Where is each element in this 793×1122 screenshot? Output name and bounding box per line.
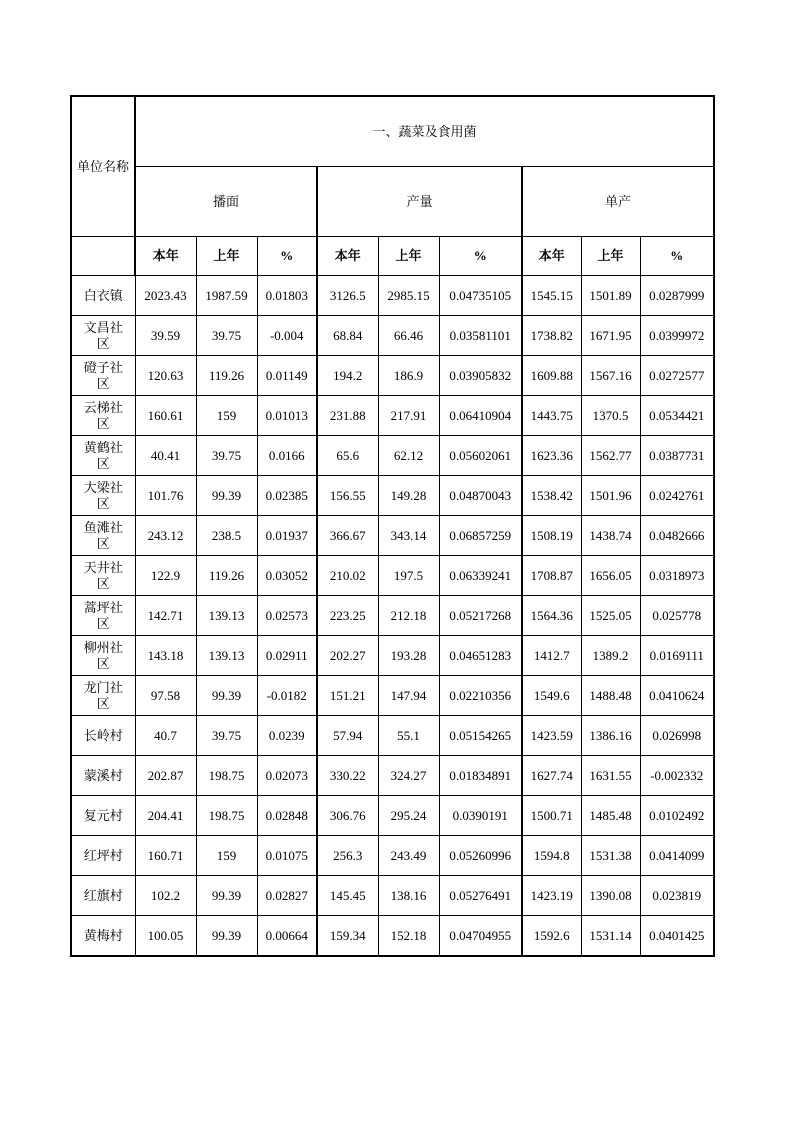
sub-header-row	[71, 237, 714, 276]
value-cell: 0.0318973	[640, 556, 714, 596]
table-header	[71, 96, 714, 276]
value-cell: 0.0414099	[640, 836, 714, 876]
sub-header-empty	[71, 237, 135, 276]
unit-name-cell: 黄梅村	[71, 916, 135, 957]
unit-name-cell: 文昌社区	[71, 316, 135, 356]
value-cell: 39.75	[196, 436, 257, 476]
value-cell: 1423.19	[522, 876, 581, 916]
value-cell: 243.49	[378, 836, 439, 876]
unit-name-cell: 龙门社区	[71, 676, 135, 716]
value-cell: 57.94	[317, 716, 378, 756]
table-row	[71, 676, 714, 716]
sub-header-last-year: 上年	[196, 237, 257, 276]
table-row	[71, 476, 714, 516]
value-cell: 0.06410904	[439, 396, 522, 436]
value-cell: 100.05	[135, 916, 196, 957]
value-cell: 0.02827	[257, 876, 317, 916]
value-cell: 306.76	[317, 796, 378, 836]
value-cell: 1627.74	[522, 756, 581, 796]
value-cell: 197.5	[378, 556, 439, 596]
value-cell: 1501.96	[581, 476, 640, 516]
value-cell: 142.71	[135, 596, 196, 636]
unit-name-cell: 红坪村	[71, 836, 135, 876]
unit-name-cell: 蒿坪社区	[71, 596, 135, 636]
group-header-row	[71, 167, 714, 237]
value-cell: 40.7	[135, 716, 196, 756]
value-cell: 1423.59	[522, 716, 581, 756]
table-row	[71, 356, 714, 396]
value-cell: 202.27	[317, 636, 378, 676]
sub-header-percent: %	[257, 237, 317, 276]
value-cell: -0.002332	[640, 756, 714, 796]
value-cell: 0.02073	[257, 756, 317, 796]
value-cell: 0.0166	[257, 436, 317, 476]
value-cell: 0.02210356	[439, 676, 522, 716]
value-cell: 1671.95	[581, 316, 640, 356]
value-cell: 324.27	[378, 756, 439, 796]
value-cell: 1545.15	[522, 276, 581, 316]
value-cell: 1508.19	[522, 516, 581, 556]
value-cell: 1438.74	[581, 516, 640, 556]
value-cell: 212.18	[378, 596, 439, 636]
value-cell: 0.01149	[257, 356, 317, 396]
value-cell: 0.01937	[257, 516, 317, 556]
value-cell: 0.05260996	[439, 836, 522, 876]
sub-header-last-year: 上年	[378, 237, 439, 276]
value-cell: 68.84	[317, 316, 378, 356]
value-cell: 39.59	[135, 316, 196, 356]
value-cell: 193.28	[378, 636, 439, 676]
value-cell: 0.04651283	[439, 636, 522, 676]
table-row	[71, 716, 714, 756]
value-cell: 1631.55	[581, 756, 640, 796]
value-cell: 1708.87	[522, 556, 581, 596]
value-cell: 186.9	[378, 356, 439, 396]
value-cell: 256.3	[317, 836, 378, 876]
value-cell: 3126.5	[317, 276, 378, 316]
value-cell: 0.0390191	[439, 796, 522, 836]
sub-header-this-year: 本年	[317, 237, 378, 276]
table-row	[71, 596, 714, 636]
table-row	[71, 756, 714, 796]
value-cell: 0.05217268	[439, 596, 522, 636]
value-cell: 0.0482666	[640, 516, 714, 556]
data-table	[70, 95, 715, 957]
value-cell: 0.01075	[257, 836, 317, 876]
table-row	[71, 516, 714, 556]
value-cell: 366.67	[317, 516, 378, 556]
value-cell: 0.02848	[257, 796, 317, 836]
value-cell: 1609.88	[522, 356, 581, 396]
value-cell: 1386.16	[581, 716, 640, 756]
value-cell: 152.18	[378, 916, 439, 957]
value-cell: 1412.7	[522, 636, 581, 676]
value-cell: 0.0410624	[640, 676, 714, 716]
value-cell: 194.2	[317, 356, 378, 396]
value-cell: 0.01803	[257, 276, 317, 316]
value-cell: 1592.6	[522, 916, 581, 957]
value-cell: 0.02911	[257, 636, 317, 676]
value-cell: 0.0399972	[640, 316, 714, 356]
value-cell: 231.88	[317, 396, 378, 436]
value-cell: 0.0102492	[640, 796, 714, 836]
value-cell: 1738.82	[522, 316, 581, 356]
value-cell: 147.94	[378, 676, 439, 716]
category-header: 一、蔬菜及食用菌	[135, 96, 714, 167]
value-cell: 1562.77	[581, 436, 640, 476]
table-row	[71, 876, 714, 916]
category-header-row	[71, 96, 714, 167]
value-cell: 143.18	[135, 636, 196, 676]
sub-header-this-year: 本年	[135, 237, 196, 276]
value-cell: 217.91	[378, 396, 439, 436]
value-cell: 0.03905832	[439, 356, 522, 396]
value-cell: 0.06339241	[439, 556, 522, 596]
unit-name-cell: 磴子社区	[71, 356, 135, 396]
unit-name-cell: 柳州社区	[71, 636, 135, 676]
value-cell: 1531.14	[581, 916, 640, 957]
value-cell: 99.39	[196, 876, 257, 916]
value-cell: 0.04735105	[439, 276, 522, 316]
value-cell: 120.63	[135, 356, 196, 396]
table-row	[71, 316, 714, 356]
value-cell: 156.55	[317, 476, 378, 516]
value-cell: 1501.89	[581, 276, 640, 316]
value-cell: 330.22	[317, 756, 378, 796]
value-cell: 1370.5	[581, 396, 640, 436]
value-cell: 102.2	[135, 876, 196, 916]
table-row	[71, 796, 714, 836]
table-body	[71, 276, 714, 957]
value-cell: 1500.71	[522, 796, 581, 836]
value-cell: 0.025778	[640, 596, 714, 636]
value-cell: -0.004	[257, 316, 317, 356]
value-cell: 1525.05	[581, 596, 640, 636]
value-cell: 0.0272577	[640, 356, 714, 396]
value-cell: 0.05154265	[439, 716, 522, 756]
value-cell: 0.0239	[257, 716, 317, 756]
table-row	[71, 636, 714, 676]
value-cell: 40.41	[135, 436, 196, 476]
group-header-yield: 单产	[522, 167, 714, 237]
value-cell: 223.25	[317, 596, 378, 636]
value-cell: 1623.36	[522, 436, 581, 476]
value-cell: 1443.75	[522, 396, 581, 436]
value-cell: 0.04870043	[439, 476, 522, 516]
value-cell: 159	[196, 396, 257, 436]
value-cell: 0.01013	[257, 396, 317, 436]
sub-header-percent: %	[640, 237, 714, 276]
unit-name-cell: 红旗村	[71, 876, 135, 916]
unit-name-cell: 白衣镇	[71, 276, 135, 316]
value-cell: 2023.43	[135, 276, 196, 316]
value-cell: 101.76	[135, 476, 196, 516]
value-cell: 1538.42	[522, 476, 581, 516]
value-cell: 202.87	[135, 756, 196, 796]
value-cell: 0.02573	[257, 596, 317, 636]
value-cell: 138.16	[378, 876, 439, 916]
value-cell: 243.12	[135, 516, 196, 556]
sub-header-last-year: 上年	[581, 237, 640, 276]
value-cell: 0.026998	[640, 716, 714, 756]
value-cell: 0.0242761	[640, 476, 714, 516]
value-cell: 1987.59	[196, 276, 257, 316]
value-cell: 0.00664	[257, 916, 317, 957]
table-row	[71, 276, 714, 316]
value-cell: 1594.8	[522, 836, 581, 876]
table-row	[71, 916, 714, 957]
value-cell: 295.24	[378, 796, 439, 836]
value-cell: 0.0169111	[640, 636, 714, 676]
value-cell: 0.03052	[257, 556, 317, 596]
unit-name-cell: 云梯社区	[71, 396, 135, 436]
table-row	[71, 396, 714, 436]
value-cell: 1390.08	[581, 876, 640, 916]
value-cell: 198.75	[196, 756, 257, 796]
value-cell: 1485.48	[581, 796, 640, 836]
value-cell: 66.46	[378, 316, 439, 356]
value-cell: 160.71	[135, 836, 196, 876]
value-cell: 99.39	[196, 916, 257, 957]
value-cell: 2985.15	[378, 276, 439, 316]
value-cell: 122.9	[135, 556, 196, 596]
unit-name-cell: 天井社区	[71, 556, 135, 596]
unit-name-cell: 大梁社区	[71, 476, 135, 516]
value-cell: 0.0401425	[640, 916, 714, 957]
value-cell: 1567.16	[581, 356, 640, 396]
group-header-output: 产量	[317, 167, 522, 237]
value-cell: 1564.36	[522, 596, 581, 636]
value-cell: 119.26	[196, 356, 257, 396]
sub-header-this-year: 本年	[522, 237, 581, 276]
value-cell: 0.05602061	[439, 436, 522, 476]
value-cell: 0.05276491	[439, 876, 522, 916]
value-cell: 0.03581101	[439, 316, 522, 356]
value-cell: 145.45	[317, 876, 378, 916]
value-cell: -0.0182	[257, 676, 317, 716]
value-cell: 65.6	[317, 436, 378, 476]
value-cell: 204.41	[135, 796, 196, 836]
table-row	[71, 436, 714, 476]
value-cell: 55.1	[378, 716, 439, 756]
value-cell: 0.0387731	[640, 436, 714, 476]
value-cell: 0.04704955	[439, 916, 522, 957]
unit-name-cell: 长岭村	[71, 716, 135, 756]
value-cell: 0.0534421	[640, 396, 714, 436]
value-cell: 159.34	[317, 916, 378, 957]
value-cell: 1531.38	[581, 836, 640, 876]
value-cell: 62.12	[378, 436, 439, 476]
value-cell: 0.0287999	[640, 276, 714, 316]
value-cell: 1488.48	[581, 676, 640, 716]
value-cell: 0.023819	[640, 876, 714, 916]
value-cell: 97.58	[135, 676, 196, 716]
value-cell: 1549.6	[522, 676, 581, 716]
value-cell: 1389.2	[581, 636, 640, 676]
value-cell: 1656.05	[581, 556, 640, 596]
value-cell: 159	[196, 836, 257, 876]
unit-name-header: 单位名称	[71, 96, 135, 237]
value-cell: 39.75	[196, 316, 257, 356]
value-cell: 119.26	[196, 556, 257, 596]
value-cell: 0.01834891	[439, 756, 522, 796]
value-cell: 0.06857259	[439, 516, 522, 556]
value-cell: 99.39	[196, 676, 257, 716]
table-row	[71, 556, 714, 596]
unit-name-cell: 鱼滩社区	[71, 516, 135, 556]
value-cell: 238.5	[196, 516, 257, 556]
value-cell: 0.02385	[257, 476, 317, 516]
value-cell: 99.39	[196, 476, 257, 516]
table-row	[71, 836, 714, 876]
value-cell: 151.21	[317, 676, 378, 716]
value-cell: 149.28	[378, 476, 439, 516]
value-cell: 343.14	[378, 516, 439, 556]
value-cell: 198.75	[196, 796, 257, 836]
value-cell: 39.75	[196, 716, 257, 756]
sub-header-percent: %	[439, 237, 522, 276]
value-cell: 210.02	[317, 556, 378, 596]
unit-name-cell: 蒙溪村	[71, 756, 135, 796]
value-cell: 139.13	[196, 596, 257, 636]
value-cell: 139.13	[196, 636, 257, 676]
unit-name-cell: 黄鹤社区	[71, 436, 135, 476]
group-header-sown-area: 播面	[135, 167, 317, 237]
value-cell: 160.61	[135, 396, 196, 436]
unit-name-cell: 复元村	[71, 796, 135, 836]
